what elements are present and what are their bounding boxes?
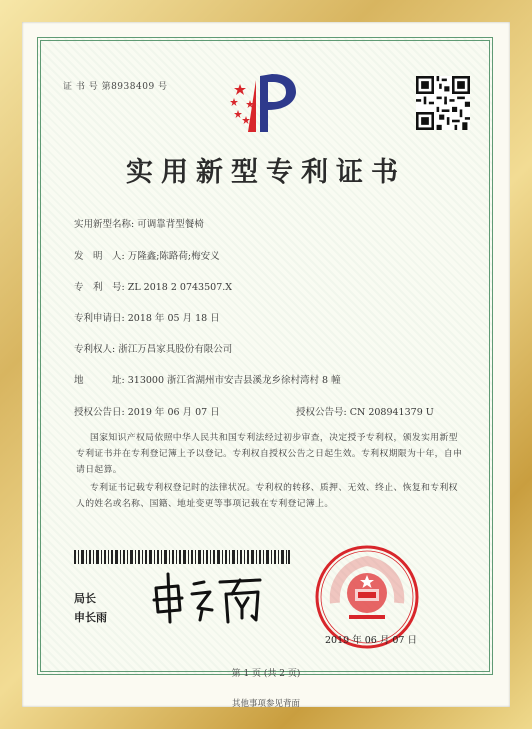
field-application-date	[74, 310, 220, 324]
field-inventors	[74, 248, 220, 262]
field-value: CN 208941379 U	[349, 407, 434, 418]
field-label: 地 址:	[74, 375, 125, 386]
statement-paragraph-1: 国家知识产权局依照中华人民共和国专利法经过初步审查，决定授予专利权，颁发实用新型专利证书并在专利登记簿上予以登记。专利权自授权公告之日起生效。专利权期限为十年，自申请日起算。	[76, 433, 463, 475]
field-label: 专 利 号:	[74, 282, 125, 293]
field-value: 2018 年 05 月 18 日	[127, 313, 220, 324]
statement-paragraph-2: 专利证书记载专利权登记时的法律状况。专利权的转移、质押、无效、终止、恢复和专利权人的姓名或名称、国籍、地址变更等事项记载在专利登记簿上。	[76, 483, 458, 509]
field-label: 专利申请日:	[74, 313, 125, 324]
certificate-number: 证 书 号 第8938409 号	[63, 82, 168, 92]
field-label: 发 明 人:	[74, 251, 125, 262]
handwritten-signature	[148, 570, 268, 628]
footer-note: 其他事项参见背面	[231, 699, 300, 709]
certificate-title: 实用新型专利证书	[126, 157, 406, 188]
cnipa-emblem-icon	[228, 70, 298, 138]
field-patentee	[74, 341, 232, 355]
field-announcement-number	[296, 404, 434, 418]
field-value: 可调靠背型餐椅	[137, 219, 204, 230]
field-utility-model-name	[74, 216, 204, 230]
field-announcement-date	[74, 404, 220, 418]
field-value: ZL 2018 2 0743507.X	[127, 282, 233, 293]
director-name: 申长雨	[74, 611, 107, 624]
seal-date: 2019 年 06 月 07 日	[325, 635, 417, 646]
field-label: 授权公告号:	[296, 407, 347, 418]
page-number: 第 1 页 (共 2 页)	[231, 669, 301, 679]
qr-code-icon	[416, 76, 470, 130]
barcode-icon	[74, 550, 290, 564]
director-title: 局长	[74, 592, 96, 605]
field-label: 实用新型名称:	[74, 219, 135, 230]
field-value: 2019 年 06 月 07 日	[127, 407, 220, 418]
field-value: 313000 浙江省湖州市安吉县溪龙乡徐村湾村 8 幢	[127, 375, 341, 386]
field-value: 万隆鑫;陈路荷;梅安义	[127, 251, 220, 262]
field-label: 授权公告日:	[74, 407, 125, 418]
field-value: 浙江万昌家具股份有限公司	[118, 344, 233, 355]
field-label: 专利权人:	[74, 344, 116, 355]
field-address	[74, 372, 341, 386]
field-patent-number	[74, 279, 232, 293]
